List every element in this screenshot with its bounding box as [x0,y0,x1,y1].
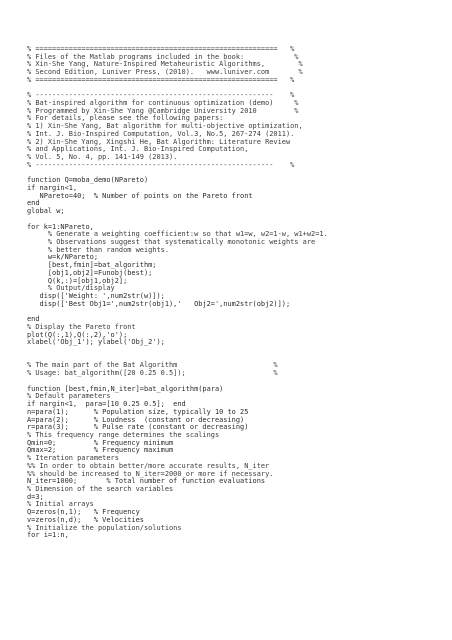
code-line: % Usage: bat_algorithm([20 0.25 0.5]); % [27,369,278,378]
code-line: Q=zeros(n,1); % Frequency [27,508,140,517]
code-line: % Iteration parameters [27,454,119,463]
code-line: Q(k,:)=[obj1,obj2]; [27,276,128,285]
code-line: % Initialize the population/solutions [27,523,182,532]
code-line: xlabel('Obj_1'); ylabel('Obj_2'); [27,338,165,347]
code-line: % Programmed by Xin-She Yang @Cambridge University 2010 % [27,106,299,115]
code-line: % Second Edition, Luniver Press, (2010). www.luniver.com % [27,68,303,77]
code-line: % 2) Xin-She Yang, Xingshi He, Bat Algorithm: Literature Review [27,137,291,146]
code-line: %% In order to obtain better/more accurate results, N_iter [27,461,270,470]
code-line: % Dimension of the search variables [27,484,174,493]
code-line: disp(['Weight: ',num2str(w)]); [27,292,165,300]
code-line: [best,fmin]=bat_algorithm; [27,261,157,270]
code-line [27,347,328,355]
code-line: % For details, please see the following papers: [27,114,224,123]
code-line: [obj1,obj2]=Funobj(best); [27,268,153,277]
code-line: w=k/NPareto; [27,253,99,262]
code-line: plot(Q(:,1),Q(:,2),'o'); [27,330,128,339]
code-line: disp(['Best Obj1=',num2str(obj1),' Obj2=',num2str(obj2)]); [27,299,291,308]
code-line: n=para(1); % Population size, typically 10 to 25 [27,407,249,416]
code-line: global w; [27,207,65,216]
code-line: % Display the Pareto front [27,322,136,331]
code-line: % Files of the Matlab programs included in the book: % [27,52,299,61]
code-line: % The main part of the Bat Algorithm % [27,361,278,370]
code-line: % This frequency range determines the scalings [27,430,220,439]
code-line: % ========================================================== % [27,45,295,53]
code-line: % Vol. 5, No. 4, pp. 141-149 (2013). [27,153,178,162]
code-line: % Initial arrays [27,500,94,509]
code-line: for k=1:NPareto, [27,222,94,231]
code-line: end [27,315,40,324]
code-line: %% should be increased to N_iter=2000 or more if necessary. [27,469,274,478]
code-line: Qmin=0; % Frequency minimum [27,438,174,447]
code-line: v=zeros(n,d); % Velocities [27,515,144,524]
code-line: % Int. J. Bio-Inspired Computation, Vol.3, No.5, 267-274 (2011). [27,129,295,138]
code-line: function Q=moba_demo(NPareto) [27,176,149,185]
code-line: if nargin<1, [27,183,78,192]
code-line [27,308,328,316]
code-line: % ========================================================== % [27,75,295,84]
code-line: end [27,199,40,208]
code-listing [27,46,328,540]
code-line: % and Applications, Int. J. Bio-Inspired Computation, [27,145,249,154]
code-line: % --------------------------------------------------------- % [27,91,295,100]
code-line: % better than random weights. [27,245,170,254]
code-line: % Generate a weighting coefficient:w so that w1=w, w2=1-w, w1+w2=1. [27,230,328,239]
code-line: Qmax=2; % Frequency maximum [27,446,174,455]
code-line: % Bat-inspired algorithm for continuous optimization (demo) % [27,99,299,108]
code-line: % 1) Xin-She Yang, Bat algorithm for multi-objective optimization, [27,122,303,131]
code-line: if nargin<1, para=[10 0.25 0.5]; end [27,400,186,409]
code-line: A=para(2); % Loudness (constant or decreasing) [27,415,245,424]
code-line: % Observations suggest that systematically monotonic weights are [27,237,316,246]
code-line: % Xin-She Yang, Nature-Inspired Metaheuristic Algorithms, % [27,60,303,69]
code-line: % Default parameters [27,392,111,401]
code-line: N_iter=1000; % Total number of function evaluations [27,477,266,486]
code-line: function [best,fmin,N_iter]=bat_algorithm(para) [27,384,224,393]
code-line: % Output/display [27,284,115,293]
code-line: NPareto=40; % Number of points on the Pareto front [27,191,253,200]
code-line: for i=1:n, [27,531,69,540]
code-line: % --------------------------------------------------------- % [27,160,295,169]
code-line: r=para(3); % Pulse rate (constant or decreasing) [27,423,249,432]
code-line: d=3; [27,492,44,501]
